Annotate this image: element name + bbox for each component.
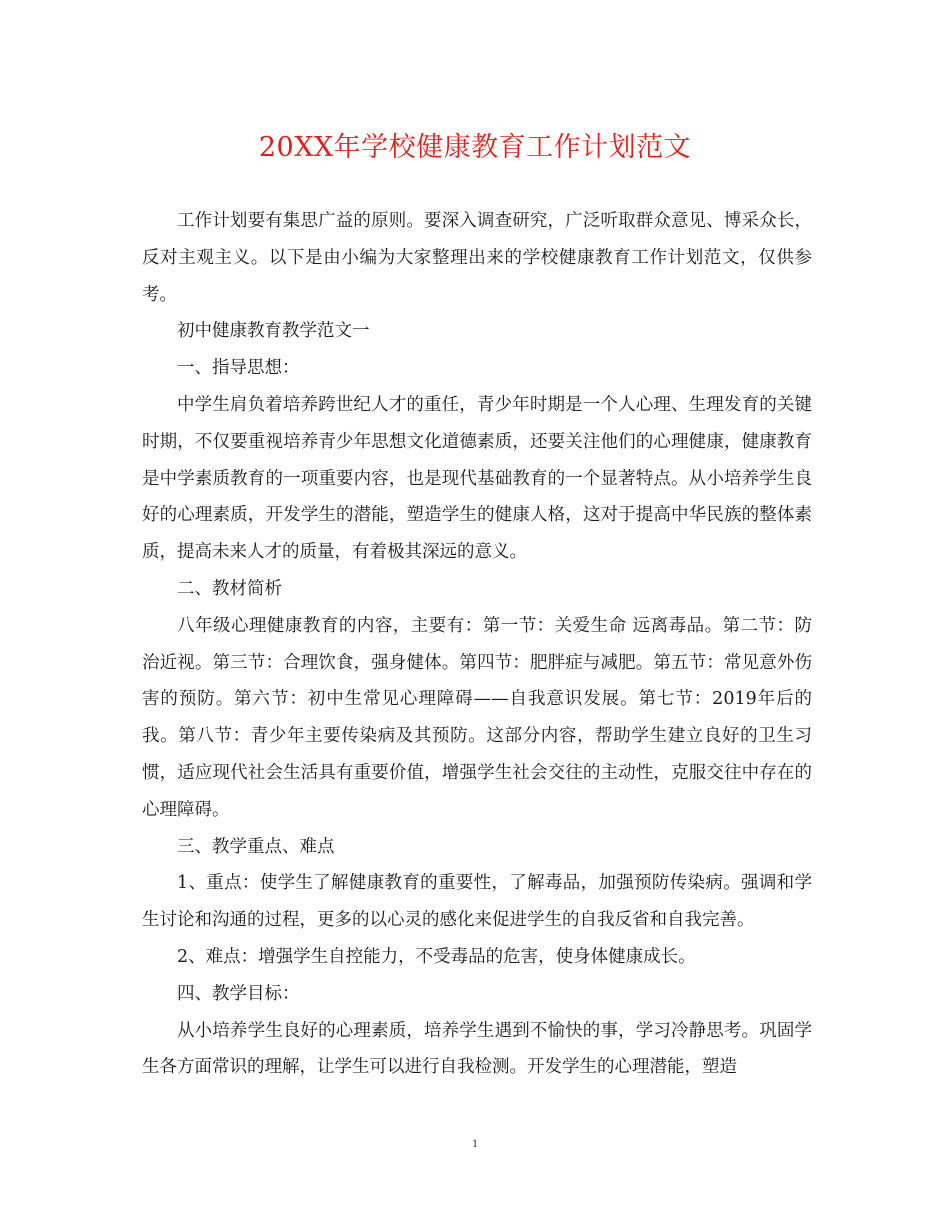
- textbook-analysis-paragraph: 八年级心理健康教育的内容，主要有：第一节：关爱生命 远离毒品。第二节：防治近视。第三节：合理饮食，强身健体。第四节：肥胖症与减肥。第五节：常见意外伤害的预防。第六节：初中生常见心理障碍——自我意识发展。第七节：2019年后的我。第八节：青少年主要传染病及其预防。这部分内容，帮助学生建立良好的卫生习惯，适应现代社会生活具有重要价值，增强学生社会交往的主动性，克服交往中存在的心理障碍。: [142, 615, 812, 820]
- difficult-point-paragraph: 2、难点：增强学生自控能力，不受毒品的危害，使身体健康成长。: [177, 946, 696, 967]
- section-heading-guiding-thought: 一、指导思想：: [177, 358, 300, 379]
- section-heading-teaching-goals: 四、教学目标：: [177, 983, 300, 1004]
- section-heading-sample-one: 初中健康教育教学范文一: [177, 321, 370, 342]
- key-point-paragraph: 1、重点：使学生了解健康教育的重要性，了解毒品，加强预防传染病。强调和学生讨论和沟通的过程，更多的以心灵的感化来促进学生的自我反省和自我完善。: [142, 873, 812, 931]
- guiding-thought-paragraph: 中学生肩负着培养跨世纪人才的重任，青少年时期是一个人心理、生理发育的关键时期，不仅要重视培养青少年思想文化道德素质，还要关注他们的心理健康，健康教育是中学素质教育的一项重要内容，也是现代基础教育的一个显著特点。从小培养学生良好的心理素质，开发学生的潜能，塑造学生的健康人格，这对于提高中华民族的整体素质，提高未来人才的质量，有着极其深远的意义。: [142, 394, 812, 563]
- section-heading-key-difficult-points: 三、教学重点、难点: [177, 836, 335, 857]
- document-body: [142, 203, 812, 1086]
- teaching-goals-paragraph: 从小培养学生良好的心理素质，培养学生遇到不愉快的事，学习冷静思考。巩固学生各方面常识的理解，让学生可以进行自我检测。开发学生的心理潜能，塑造: [142, 1020, 812, 1078]
- page-number: 1: [472, 1136, 478, 1150]
- document-title: 20XX年学校健康教育工作计划范文: [258, 132, 692, 163]
- section-heading-textbook-analysis: 二、教材简析: [177, 578, 282, 599]
- intro-paragraph: 工作计划要有集思广益的原则。要深入调查研究，广泛听取群众意见、博采众长，反对主观主义。以下是由小编为大家整理出来的学校健康教育工作计划范文，仅供参考。: [142, 211, 812, 305]
